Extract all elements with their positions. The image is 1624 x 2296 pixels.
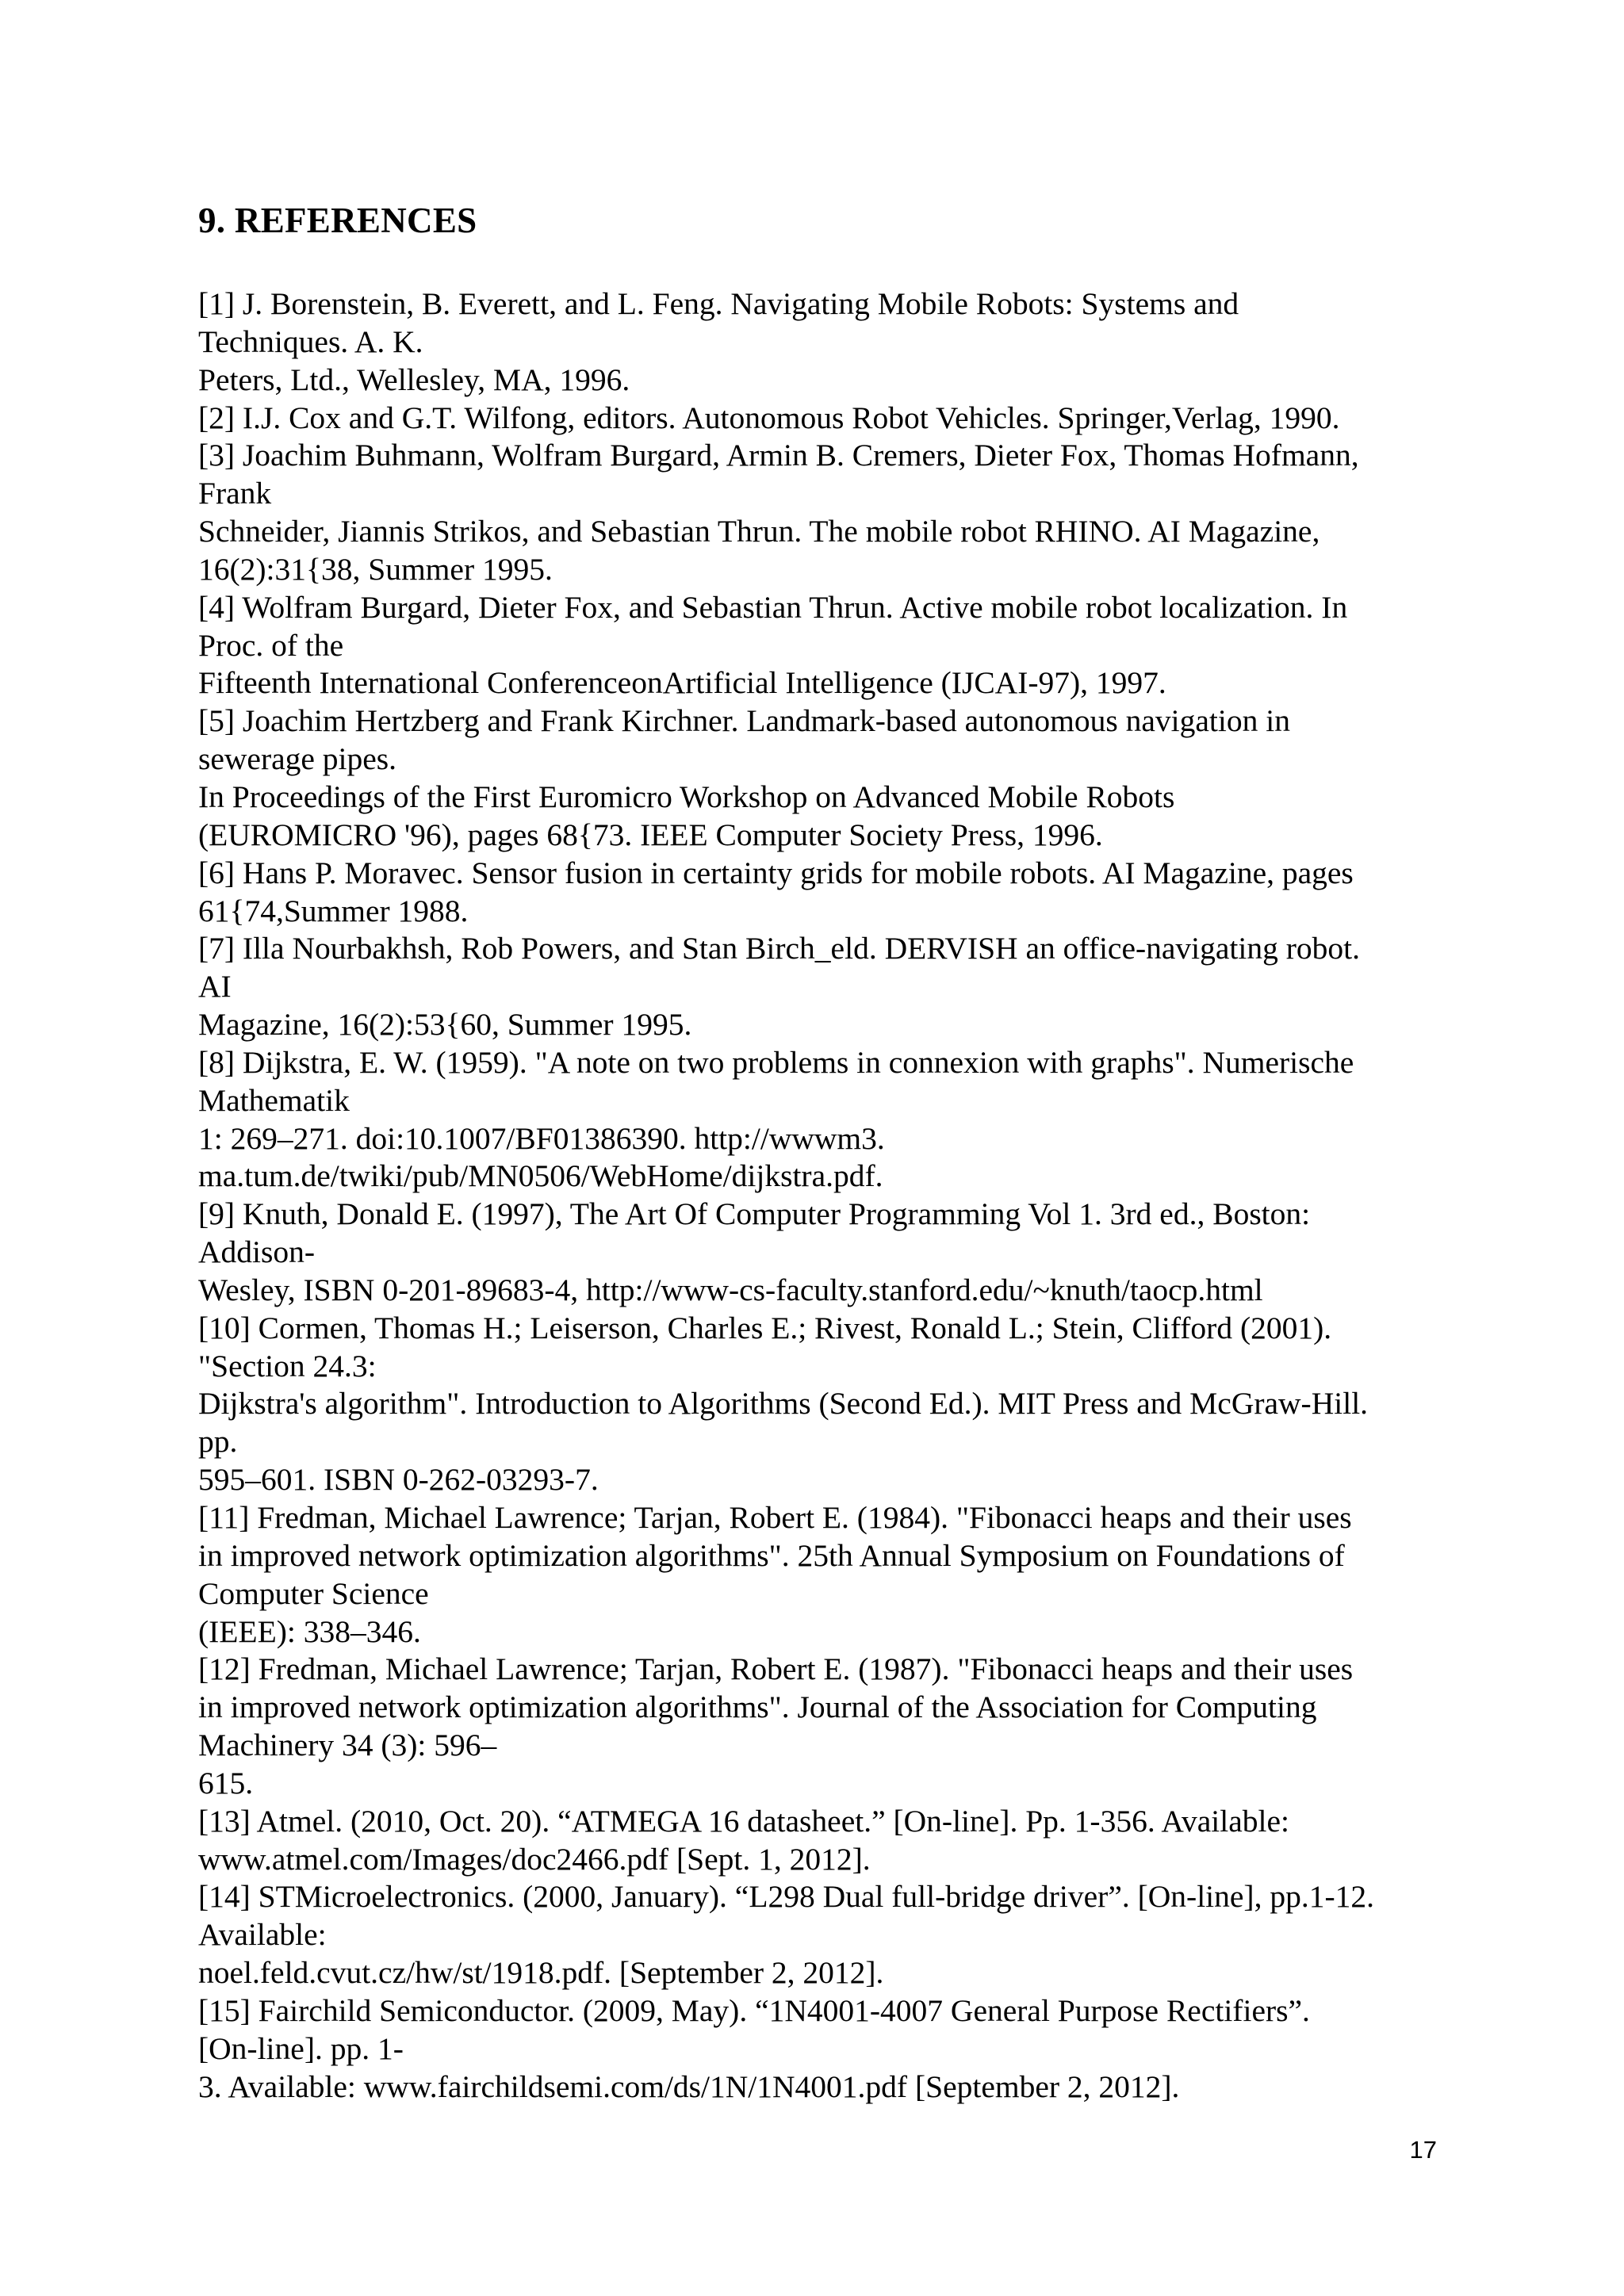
reference-line: ma.tum.de/twiki/pub/MN0506/WebHome/dijkstra.pdf. [198,1158,883,1194]
reference-line: Wesley, ISBN 0-201-89683-4, http://www-cs-faculty.stanford.edu/~knuth/taocp.html [198,1272,1263,1307]
reference-line: [2] I.J. Cox and G.T. Wilfong, editors. Autonomous Robot Vehicles. Springer,Verlag, 1990. [198,400,1340,435]
reference-line: AI [198,969,232,1004]
reference-line: Magazine, 16(2):53{60, Summer 1995. [198,1007,692,1043]
reference-line: 16(2):31{38, Summer 1995. [198,551,553,587]
reference-list [198,285,1451,2107]
reference-line: Techniques. A. K. [198,323,423,359]
reference-line: 61{74,Summer 1988. [198,893,469,928]
reference-line: "Section 24.3: [198,1348,377,1383]
reference-line: [1] J. Borenstein, B. Everett, and L. Feng. Navigating Mobile Robots: Systems and [198,286,1239,321]
reference-line: [11] Fredman, Michael Lawrence; Tarjan, Robert E. (1984). "Fibonacci heaps and their uses [198,1500,1352,1535]
reference-line: noel.feld.cvut.cz/hw/st/1918.pdf. [September 2, 2012]. [198,1955,884,1991]
reference-line: Computer Science [198,1575,429,1611]
reference-line: 595–601. ISBN 0-262-03293-7. [198,1462,599,1498]
page-number: 17 [1409,2136,1437,2164]
reference-line: pp. [198,1424,238,1460]
reference-line: in improved network optimization algorithms". Journal of the Association for Computing [198,1689,1317,1725]
reference-line: [14] STMicroelectronics. (2000, January). “L298 Dual full-bridge driver”. [On-line], pp.1-12. [198,1879,1374,1915]
reference-line: [15] Fairchild Semiconductor. (2009, May). “1N4001-4007 General Purpose Rectifiers”. [198,1992,1310,2028]
reference-line: Addison- [198,1234,316,1270]
reference-line: In Proceedings of the First Euromicro Workshop on Advanced Mobile Robots [198,779,1175,814]
reference-line: [4] Wolfram Burgard, Dieter Fox, and Sebastian Thrun. Active mobile robot localization. In [198,589,1348,625]
reference-line: [9] Knuth, Donald E. (1997), The Art Of Computer Programming Vol 1. 3rd ed., Boston: [198,1196,1311,1232]
reference-line: [12] Fredman, Michael Lawrence; Tarjan, Robert E. (1987). "Fibonacci heaps and their uses [198,1651,1354,1687]
reference-line: [8] Dijkstra, E. W. (1959). "A note on two problems in connexion with graphs". Numerische [198,1044,1354,1080]
reference-line: Dijkstra's algorithm". Introduction to Algorithms (Second Ed.). MIT Press and McGraw-Hill. [198,1386,1369,1422]
reference-line: Fifteenth International ConferenceonArtificial Intelligence (IJCAI-97), 1997. [198,665,1166,701]
reference-line: Proc. of the [198,627,344,663]
reference-line: [3] Joachim Buhmann, Wolfram Burgard, Armin B. Cremers, Dieter Fox, Thomas Hofmann, [198,438,1359,473]
reference-line: Peters, Ltd., Wellesley, MA, 1996. [198,362,630,397]
reference-line: in improved network optimization algorithms". 25th Annual Symposium on Foundations of [198,1537,1345,1573]
reference-line: Schneider, Jiannis Strikos, and Sebastian Thrun. The mobile robot RHINO. AI Magazine, [198,514,1320,549]
reference-line: Machinery 34 (3): 596– [198,1728,497,1763]
reference-line: 3. Available: www.fairchildsemi.com/ds/1N/1N4001.pdf [September 2, 2012]. [198,2068,1180,2104]
reference-line: 615. [198,1765,254,1800]
reference-line: 1: 269–271. doi:10.1007/BF01386390. http://wwwm3. [198,1120,885,1156]
reference-line: [7] Illa Nourbakhsh, Rob Powers, and Stan Birch_eld. DERVISH an office-navigating robot. [198,931,1361,966]
reference-line: [13] Atmel. (2010, Oct. 20). “ATMEGA 16 datasheet.” [On-line]. Pp. 1-356. Available: [198,1803,1289,1839]
reference-line: www.atmel.com/Images/doc2466.pdf [Sept. 1, 2012]. [198,1841,871,1877]
section-heading: 9. REFERENCES [198,201,477,240]
reference-line: Frank [198,476,272,511]
reference-line: Available: [198,1917,327,1953]
reference-line: (EUROMICRO '96), pages 68{73. IEEE Computer Society Press, 1996. [198,817,1103,852]
reference-line: [On-line]. pp. 1- [198,2030,404,2066]
reference-line: (IEEE): 338–346. [198,1613,421,1649]
reference-line: [6] Hans P. Moravec. Sensor fusion in certainty grids for mobile robots. AI Magazine, pages [198,855,1354,890]
reference-line: Mathematik [198,1082,350,1118]
reference-line: sewerage pipes. [198,741,397,777]
reference-line: [5] Joachim Hertzberg and Frank Kirchner. Landmark-based autonomous navigation in [198,703,1290,739]
reference-line: [10] Cormen, Thomas H.; Leiserson, Charles E.; Rivest, Ronald L.; Stein, Clifford (2001). [198,1310,1332,1345]
